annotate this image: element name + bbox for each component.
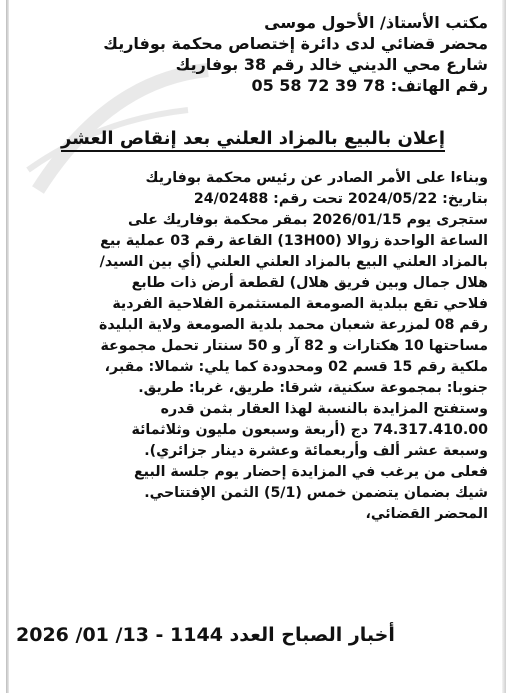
office-name: مكتب الأستاذ/ الأحول موسى	[264, 13, 488, 32]
announcement-title: إعلان بالبيع بالمزاد العلني بعد إنقاص العشر	[61, 128, 445, 152]
body-line: ملكية رقم 15 قسم 02 ومحدودة كما يلي: شمالا: مقبر،	[104, 359, 488, 375]
body-line: بتاريخ: 2024/05/22 تحت رقم: 24/02488	[193, 191, 488, 207]
bailiff-header	[28, 12, 488, 96]
body-line: ستجرى يوم 2026/01/15 بمقر محكمة بوفاريك على	[127, 212, 488, 228]
announcement-title-block	[0, 127, 506, 151]
body-line: وستفتح المزايدة بالنسبة لهذا العقار بثمن قدره	[160, 401, 488, 417]
office-phone: رقم الهاتف: 78 39 72 58 05	[251, 76, 488, 95]
publication-footer: أخبار الصباح العدد 1144 - 13/ 01/ 2026	[16, 624, 395, 646]
body-line: شيك بضمان يتضمن خمس (5/1) الثمن الإفتتاحي.	[144, 485, 488, 501]
bailiff-role: محضر قضائي لدى دائرة إختصاص محكمة بوفاريك	[103, 34, 488, 53]
body-line: رقم 08 لمزرعة شعبان محمد بلدية الصومعة ولاية البليدة	[98, 317, 488, 333]
body-line: 74.317.410.00 دج (أربعة وسبعون مليون وثلاثمائة	[131, 422, 488, 438]
body-line: هلال جمال وبين فريق هلال) لقطعة أرض ذات طابع	[131, 275, 488, 291]
scan-shadow-right	[502, 0, 506, 693]
body-line: جنوبا: بمجموعة سكنية، شرقا: طريق، غربا: طريق.	[138, 380, 488, 396]
body-line: مساحتها 10 هكتارات و 82 آر و 50 سنتار تحمل مجموعة	[100, 338, 488, 354]
announcement-body	[14, 168, 488, 525]
body-line: فعلى من يرغب في المزايدة إحضار يوم جلسة البيع	[133, 464, 488, 480]
body-line: بالمزاد العلني البيع بالمزاد العلني العلني (أي بين السيد/	[99, 254, 488, 270]
scan-shadow-left	[6, 0, 9, 693]
body-line: فلاحي تقع ببلدية الصومعة المستثمرة الفلاحية الفردية	[112, 296, 488, 312]
body-line: وسبعة عشر ألف وأربعمائة وعشرة دينار جزائري).	[144, 443, 488, 459]
office-address: شارع محي الديني خالد رقم 38 بوفاريك	[175, 55, 488, 74]
body-line: وبناءا على الأمر الصادر عن رئيس محكمة بوفاريك	[145, 170, 488, 186]
body-line: الساعة الواحدة زوالا (13H00) القاعة رقم 03 عملية بيع	[100, 233, 488, 249]
body-line: المحضر القضائي،	[365, 506, 488, 522]
